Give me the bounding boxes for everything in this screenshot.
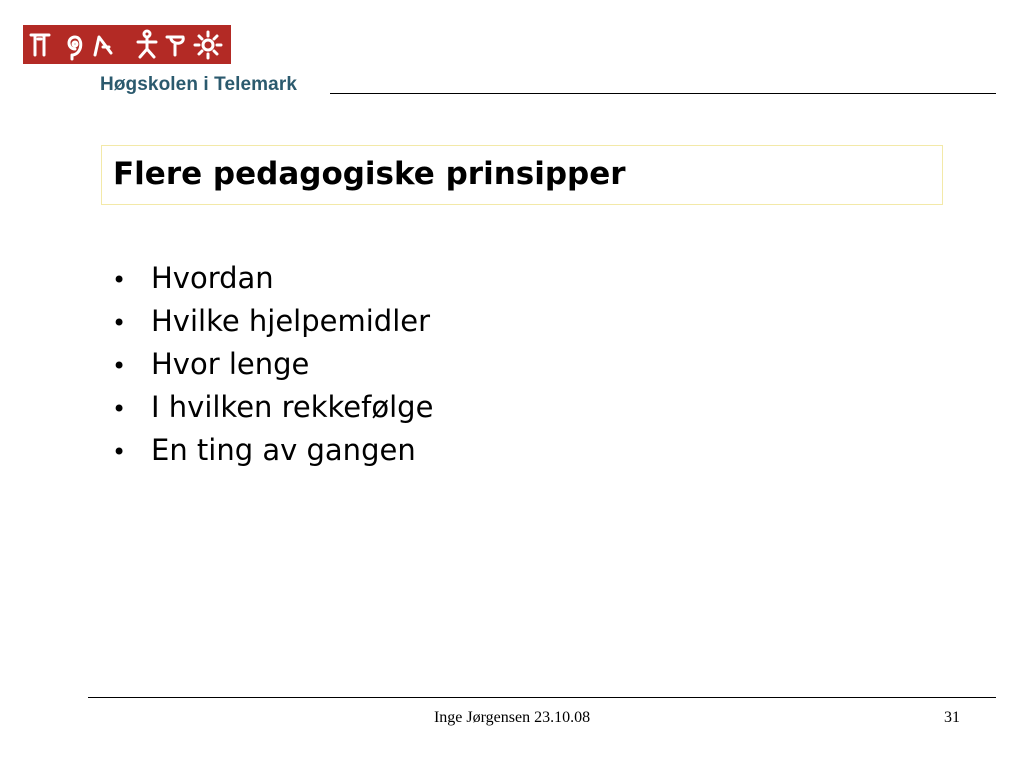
bullet-item [112, 386, 433, 429]
page-number: 31 [944, 709, 960, 726]
bullet-item [112, 300, 433, 343]
bullet-text: En ting av gangen [151, 433, 416, 467]
bullet-list [112, 257, 433, 472]
logo-icon [23, 25, 231, 64]
slide-title: Flere pedagogiske prinsipper [113, 156, 626, 192]
bullet-item [112, 343, 433, 386]
bullet-icon: • [112, 266, 127, 294]
bullet-icon: • [112, 395, 127, 423]
bullet-icon: • [112, 352, 127, 380]
header-divider [330, 93, 996, 94]
bullet-text: Hvilke hjelpemidler [151, 304, 431, 338]
footer-divider [88, 697, 996, 698]
title-box [101, 145, 943, 205]
bullet-icon: • [112, 309, 127, 337]
bullet-text: I hvilken rekkefølge [151, 390, 434, 424]
footer-author-date: Inge Jørgensen 23.10.08 [433, 709, 591, 726]
bullet-text: Hvordan [151, 261, 274, 295]
bullet-text: Hvor lenge [151, 347, 310, 381]
bullet-icon: • [112, 438, 127, 466]
institution-name: Høgskolen i Telemark [100, 74, 297, 95]
bullet-item [112, 257, 433, 300]
bullet-item [112, 429, 433, 472]
